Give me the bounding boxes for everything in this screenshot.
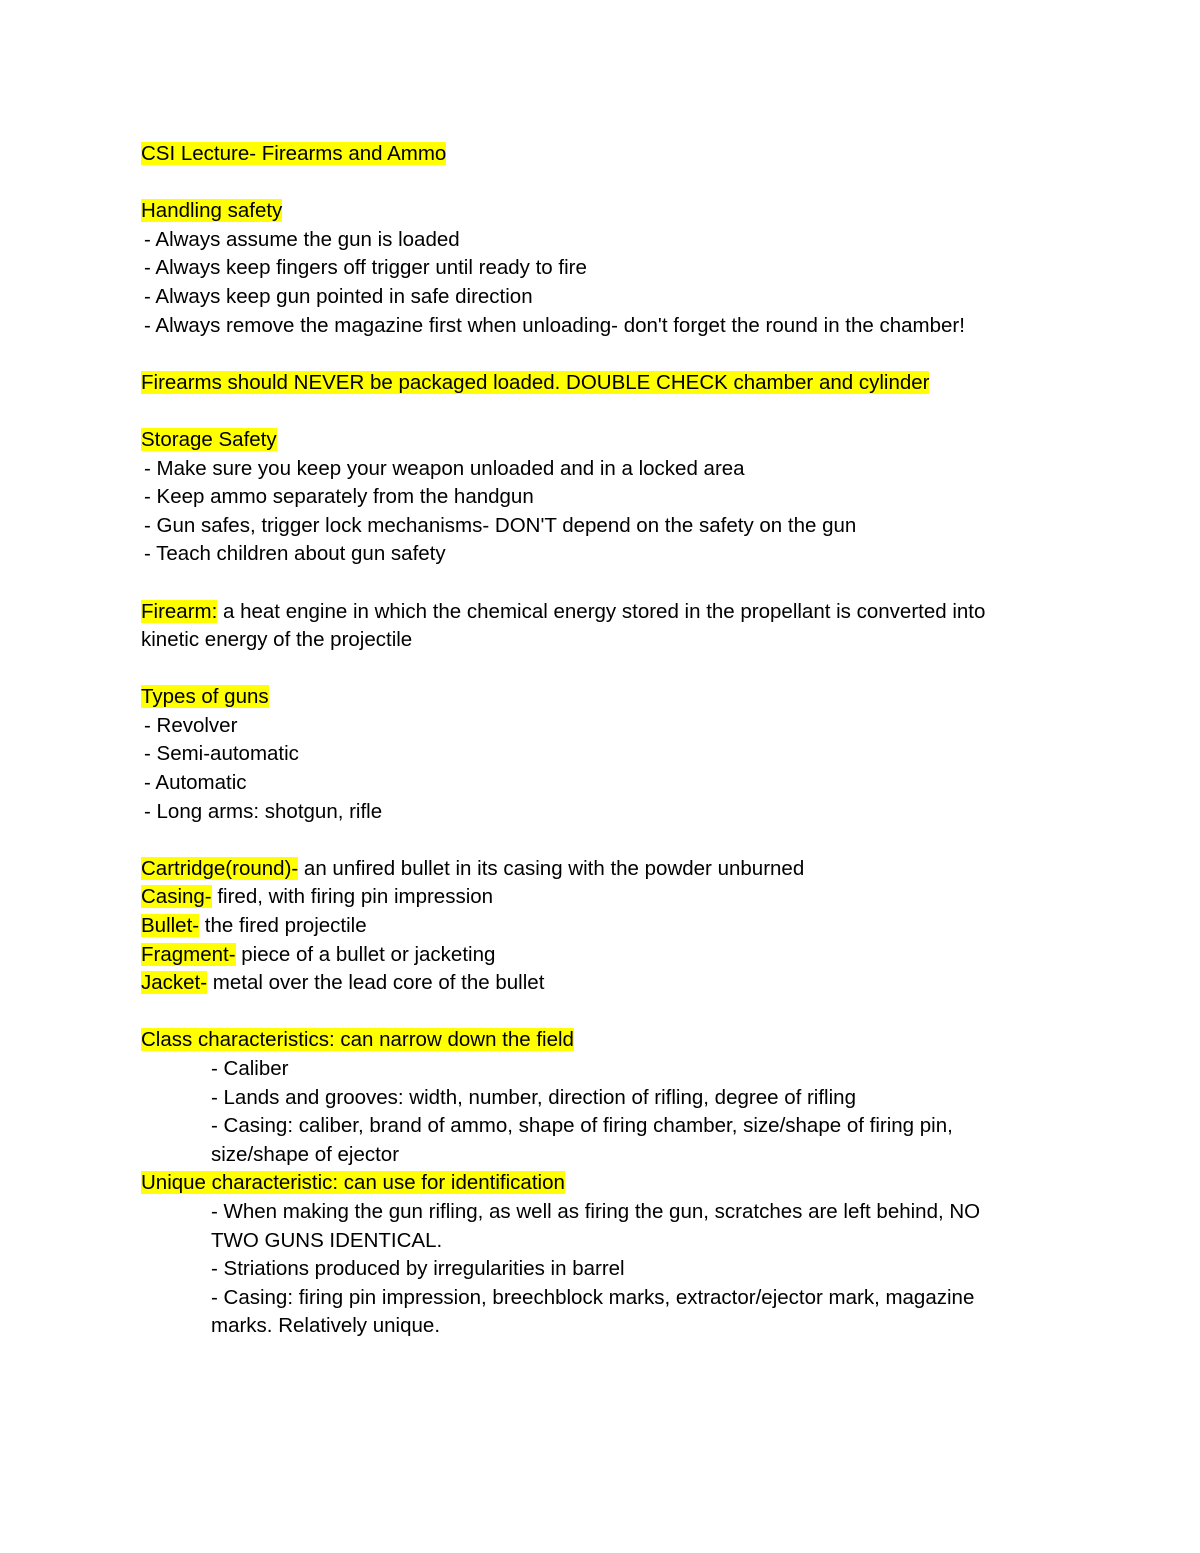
list-item: - Revolver [144, 713, 238, 737]
term-text: an unfired bullet in its casing with the powder unburned [298, 856, 805, 880]
types-of-guns-heading: Types of guns [141, 685, 269, 709]
term-definition [141, 883, 1041, 912]
list-item: - Teach children about gun safety [144, 542, 446, 566]
list-item: - Casing: firing pin impression, breechblock marks, extractor/ejector mark, magazine [211, 1285, 975, 1309]
term-text: piece of a bullet or jacketing [235, 942, 496, 966]
term-definition [141, 855, 1041, 884]
term-definition [141, 969, 1041, 998]
firearm-definition-continued: kinetic energy of the projectile [141, 628, 413, 652]
list-item: - Always remove the magazine first when unloading- don't forget the round in the chamber! [144, 313, 965, 337]
list-item-continued: marks. Relatively unique. [211, 1314, 441, 1338]
list-item: - Lands and grooves: width, number, direction of rifling, degree of rifling [211, 1085, 856, 1109]
list-item-continued: size/shape of ejector [211, 1142, 400, 1166]
term-definition [141, 941, 1041, 970]
term-text: the fired projectile [199, 914, 367, 938]
term-text: metal over the lead core of the bullet [207, 971, 545, 995]
list-item: - Long arms: shotgun, rifle [144, 799, 383, 823]
class-characteristics-heading: Class characteristics: can narrow down the field [141, 1028, 574, 1052]
list-item: - When making the gun rifling, as well as firing the gun, scratches are left behind, NO [211, 1199, 981, 1223]
packaging-warning: Firearms should NEVER be packaged loaded. DOUBLE CHECK chamber and cylinder [141, 370, 930, 394]
term-label: Jacket- [141, 971, 208, 995]
spacer [141, 826, 1041, 855]
handling-safety-heading: Handling safety [141, 199, 283, 223]
list-item: - Gun safes, trigger lock mechanisms- DON'T depend on the safety on the gun [144, 513, 857, 537]
document-title: CSI Lecture- Firearms and Ammo [141, 142, 447, 165]
list-item: - Always keep gun pointed in safe direction [144, 284, 533, 308]
term-label: Bullet- [141, 914, 200, 938]
list-item-continued: TWO GUNS IDENTICAL. [211, 1228, 443, 1252]
term-label: Cartridge(round)- [141, 856, 299, 880]
term-text: fired, with firing pin impression [211, 885, 494, 909]
list-item: - Semi-automatic [144, 742, 299, 766]
unique-characteristic-heading: Unique characteristic: can use for identification [141, 1171, 565, 1195]
list-item: - Automatic [144, 771, 247, 795]
term-label: Fragment- [141, 942, 236, 966]
firearm-term: Firearm: [141, 599, 218, 623]
list-item: - Keep ammo separately from the handgun [144, 485, 534, 509]
spacer [141, 655, 1041, 684]
spacer [141, 998, 1041, 1027]
firearm-definition [141, 598, 1041, 627]
spacer [141, 397, 1041, 426]
list-item: - Always keep fingers off trigger until ready to fire [144, 256, 587, 280]
list-item: - Always assume the gun is loaded [144, 227, 460, 251]
term-label: Casing- [141, 885, 212, 909]
term-definition [141, 912, 1041, 941]
storage-safety-heading: Storage Safety [141, 427, 277, 451]
list-item: - Striations produced by irregularities in barrel [211, 1257, 625, 1281]
document-body [141, 140, 1041, 1341]
list-item: - Caliber [211, 1057, 289, 1080]
spacer [141, 569, 1041, 598]
list-item: - Make sure you keep your weapon unloaded and in a locked area [144, 456, 745, 480]
firearm-definition-text: a heat engine in which the chemical energy stored in the propellant is converted into [217, 599, 986, 623]
list-item: - Casing: caliber, brand of ammo, shape of firing chamber, size/shape of firing pin, [211, 1114, 953, 1138]
spacer [141, 340, 1041, 369]
spacer [141, 169, 1041, 198]
